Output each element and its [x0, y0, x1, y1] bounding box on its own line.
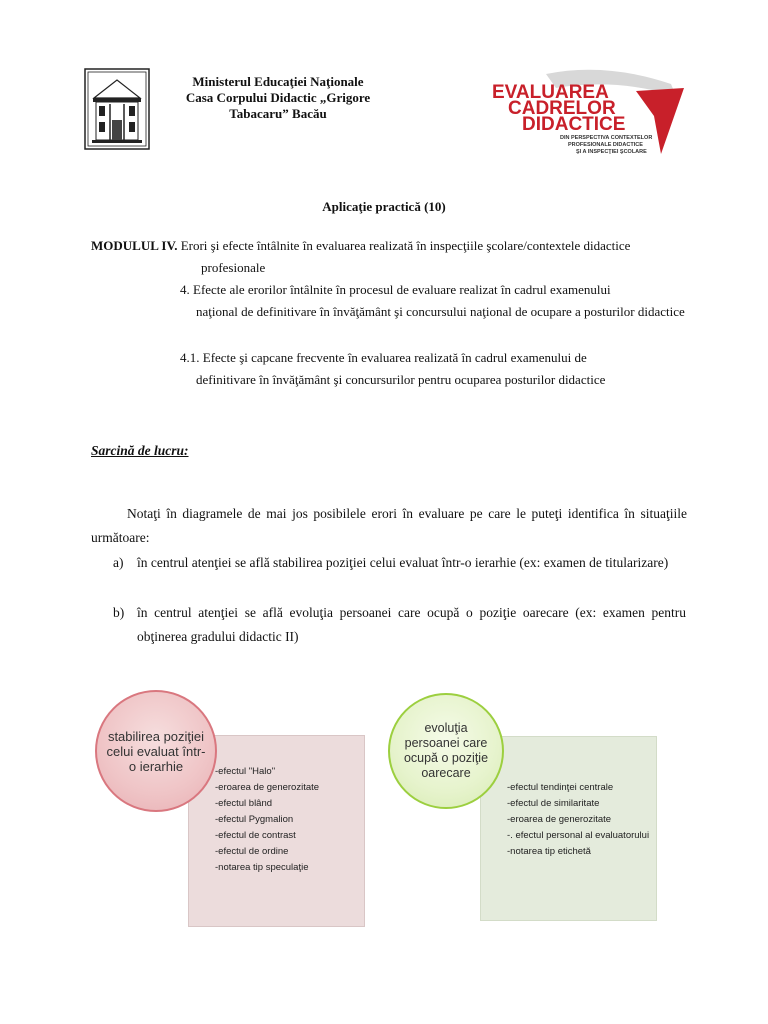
- item-letter: a): [113, 555, 124, 570]
- diagram-left-list: [215, 764, 319, 876]
- list-item: -eroarea de generozitate: [215, 782, 320, 793]
- list-item: -efectul blând: [215, 798, 273, 809]
- module-label: MODULUL IV.: [91, 238, 178, 253]
- item-letter: b): [113, 605, 125, 620]
- list-item: -efectul de contrast: [215, 830, 296, 841]
- module-heading: [91, 235, 687, 279]
- ccd-building-logo: [84, 68, 150, 150]
- list-item: -efectul de ordine: [215, 846, 289, 857]
- diagram-right-circle-text: evoluţia persoanei care ocupă o poziţie oarecare: [403, 721, 489, 780]
- list-item: -notarea tip speculaţie: [215, 862, 309, 873]
- item-text: în centrul atenţiei se află evoluţia persoanei care ocupă o poziţie oarecare (ex: examen pentru obţinerea gradului didactic II): [137, 605, 686, 644]
- institution-line-1: Ministerul Educaţiei Naţionale: [192, 74, 364, 89]
- evaluarea-cadrelor-logo: [486, 66, 686, 156]
- point-4-1-first-line: 4.1. Efecte şi capcane frecvente în evaluarea realizată în cadrul examenului de: [180, 350, 587, 365]
- institution-line-3: Tabacaru” Bacău: [229, 106, 327, 121]
- diagram-right-circle: [388, 693, 504, 809]
- brand-sub-3: ŞI A INSPECŢIEI ŞCOLARE: [576, 149, 647, 155]
- brand-line-2: CADRELOR: [508, 98, 616, 119]
- list-item: -efectul Pygmalion: [215, 814, 294, 825]
- brand-sub-1: DIN PERSPECTIVA CONTEXTELOR: [560, 135, 653, 141]
- task-intro: Notaţi în diagramele de mai jos posibilele erori în evaluare pe care le puteţi identifica în situaţiile următoare:: [91, 506, 687, 545]
- page-title: Aplicaţie practică (10): [322, 199, 446, 214]
- point-4-first-line: 4. Efecte ale erorilor întâlnite în procesul de evaluare realizat în cadrul examenului: [180, 282, 611, 297]
- list-item: -eroarea de generozitate: [507, 814, 612, 825]
- list-item: -efectul de similaritate: [507, 798, 600, 809]
- brand-line-1: EVALUAREA: [492, 82, 609, 103]
- list-item: -notarea tip etichetă: [507, 846, 591, 857]
- task-item-a: [113, 551, 686, 575]
- task-item-b: [113, 601, 686, 649]
- item-text: în centrul atenţiei se află stabilirea poziţiei celui evaluat într-o ierarhie (ex: examen de titularizare): [137, 555, 669, 570]
- diagram-left-circle-text: stabilirea poziţiei celui evaluat într-o ierarhie: [106, 728, 206, 774]
- brand-line-3: DIDACTICE: [522, 114, 626, 135]
- list-item: -. efectul personal al evaluatorului: [507, 830, 650, 841]
- task-title: Sarcină de lucru:: [91, 443, 189, 458]
- diagram-left-circle: [95, 690, 217, 812]
- module-line-1: Erori şi efecte întâlnite în evaluarea realizată în inspecţiile şcolare/contextele didactice: [180, 238, 631, 253]
- list-item: -efectul "Halo": [215, 766, 276, 777]
- point-4-continuation: naţional de definitivare în învăţământ şi concursului naţional de ocupare a posturilor didactice: [196, 304, 685, 319]
- diagram-right-box: [480, 736, 657, 921]
- brand-sub-2: PROFESIONALE DIDACTICE: [568, 142, 643, 148]
- module-line-2: profesionale: [201, 260, 266, 275]
- module-point-4-1: [180, 347, 686, 391]
- module-point-4: [180, 279, 686, 323]
- institution-name: [158, 74, 398, 122]
- list-item: -efectul tendinţei centrale: [507, 782, 614, 793]
- institution-line-2: Casa Corpului Didactic „Grigore: [185, 90, 371, 105]
- diagram-right-list: [507, 780, 649, 860]
- point-4-1-continuation: definitivare în învăţământ şi concursurilor pentru ocuparea posturilor didactice: [196, 372, 606, 387]
